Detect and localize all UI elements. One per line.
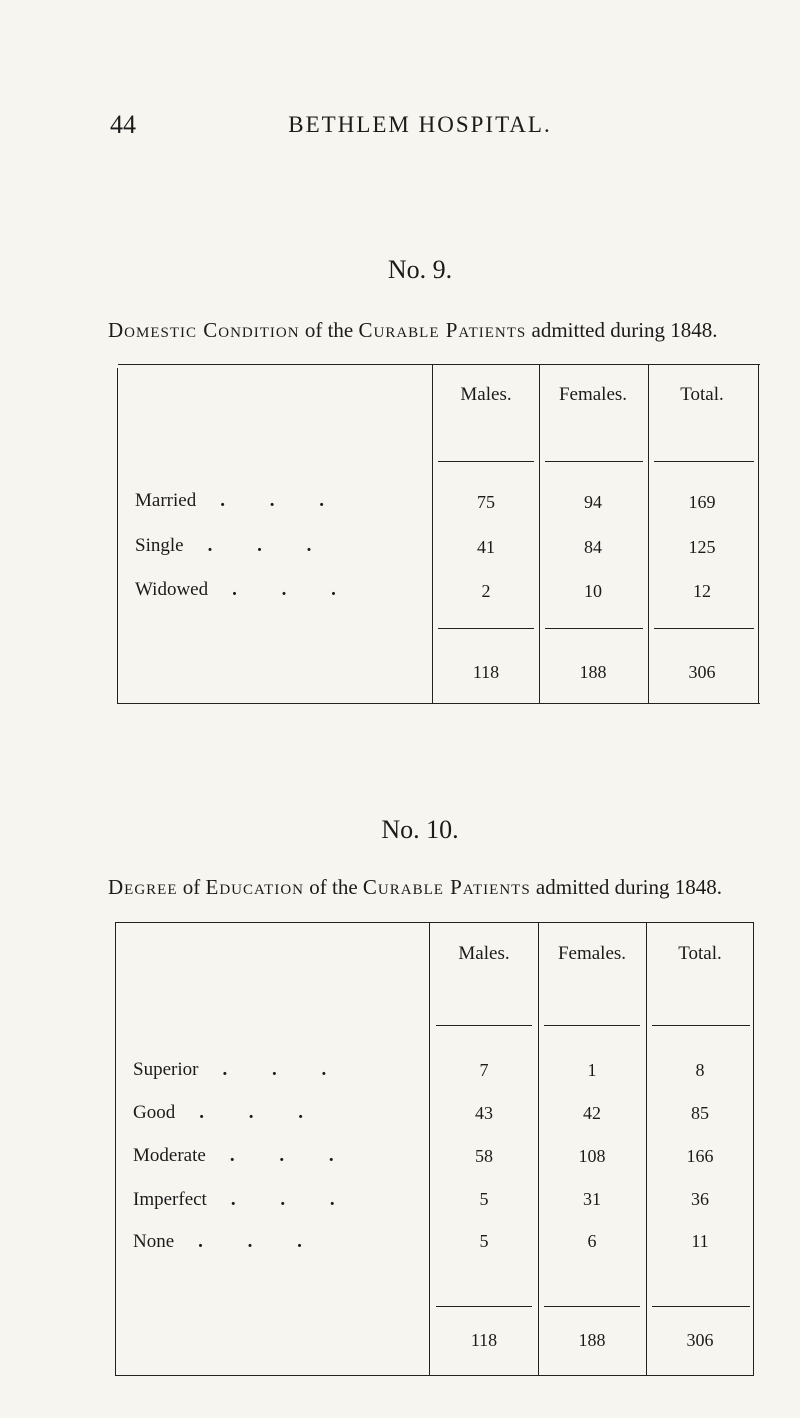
table-cell: 5 [479,1231,489,1251]
table-left-rule [115,922,116,1376]
table-10-number: No. 10. [381,815,459,844]
row-label-text: Superior [133,1059,199,1080]
caption-part: of the [299,318,359,342]
leader-dots: . . . [222,1059,347,1080]
table-bottom-rule [118,703,760,704]
column-header-females: Females. [558,384,628,405]
total-rule [652,1306,750,1307]
table-cell: 42 [583,1103,601,1123]
table-right-rule [758,364,759,704]
table-10-caption [108,875,722,900]
table-cell: 75 [477,492,495,512]
row-label-text: Good [133,1102,176,1123]
caption-part: Domestic Condition [108,318,300,342]
row-label-none [133,1231,322,1253]
row-label-superior [133,1059,346,1081]
table-right-rule [753,922,754,1376]
header-underline [544,1025,640,1026]
total-rule [438,628,534,629]
column-rule [648,364,649,704]
caption-part: Degree [108,875,178,899]
total-cell-males: 118 [472,662,500,682]
table-cell: 166 [686,1146,714,1166]
table-cell: 94 [584,492,602,512]
header-underline [652,1025,750,1026]
table-cell: 1 [587,1060,597,1080]
leader-dots: . . . [230,1189,355,1210]
table-cell: 7 [479,1060,489,1080]
leader-dots: . . . [229,1145,354,1166]
total-cell-males: 118 [470,1330,498,1350]
column-header-males: Males. [460,384,512,405]
table-top-rule [116,922,754,923]
table-cell: 5 [479,1189,489,1209]
row-label-text: Married [135,490,197,511]
caption-part: admitted during 1848. [526,318,718,342]
table-cell: 10 [584,581,602,601]
column-header-total: Total. [678,943,722,964]
row-label-imperfect [133,1189,355,1211]
row-label-widowed [135,579,356,601]
table-cell: 8 [695,1060,705,1080]
leader-dots: . . . [232,579,356,600]
row-label-good [133,1102,323,1124]
column-header-males: Males. [458,943,510,964]
leader-dots: . . . [220,490,344,511]
column-rule [646,922,647,1376]
row-label-text: Widowed [135,579,209,600]
total-rule [544,1306,640,1307]
header-underline [436,1025,532,1026]
total-rule [436,1306,532,1307]
column-header-females: Females. [557,943,627,964]
table-left-rule [117,368,118,704]
page-number: 44 [110,110,136,139]
total-cell-total: 306 [688,662,716,682]
header-underline [654,461,754,462]
caption-part: Curable Patients [362,875,531,899]
table-cell: 125 [688,537,716,557]
total-cell-females: 188 [578,1330,606,1350]
caption-part: Curable Patients [358,318,527,342]
caption-part: of the [304,875,363,899]
table-cell: 12 [693,581,711,601]
total-rule [545,628,643,629]
table-cell: 108 [578,1146,606,1166]
running-title: BETHLEM HOSPITAL. [288,112,552,137]
column-rule [429,922,430,1376]
row-label-text: Single [135,535,184,556]
caption-part: admitted during 1848. [530,875,722,899]
row-label-text: None [133,1231,175,1252]
total-cell-females: 188 [579,662,607,682]
table-cell: 84 [584,537,602,557]
header-underline [545,461,643,462]
table-cell: 2 [481,581,491,601]
table-cell: 43 [475,1103,493,1123]
table-cell: 6 [587,1231,597,1251]
table-cell: 169 [688,492,716,512]
table-9-number: No. 9. [387,255,453,284]
caption-part: of [177,875,206,899]
leader-dots: . . . [199,1102,323,1123]
leader-dots: . . . [207,535,332,556]
row-label-married [135,490,344,512]
total-rule [654,628,754,629]
table-cell: 31 [583,1189,601,1209]
row-label-single [135,535,331,557]
leader-dots: . . . [198,1231,322,1252]
row-label-text: Moderate [133,1145,206,1166]
column-rule [539,364,540,704]
table-top-rule [118,364,760,365]
table-9-caption [108,318,718,343]
column-header-total: Total. [680,384,724,405]
table-cell: 41 [477,537,495,557]
header-underline [438,461,534,462]
table-cell: 58 [475,1146,493,1166]
table-cell: 85 [691,1103,709,1123]
table-cell: 36 [691,1189,709,1209]
row-label-text: Imperfect [133,1189,207,1210]
total-cell-total: 306 [686,1330,714,1350]
column-rule [538,922,539,1376]
column-rule [432,364,433,704]
table-bottom-rule [116,1375,754,1376]
row-label-moderate [133,1145,354,1167]
caption-part: Education [205,875,304,899]
table-cell: 11 [691,1231,709,1251]
